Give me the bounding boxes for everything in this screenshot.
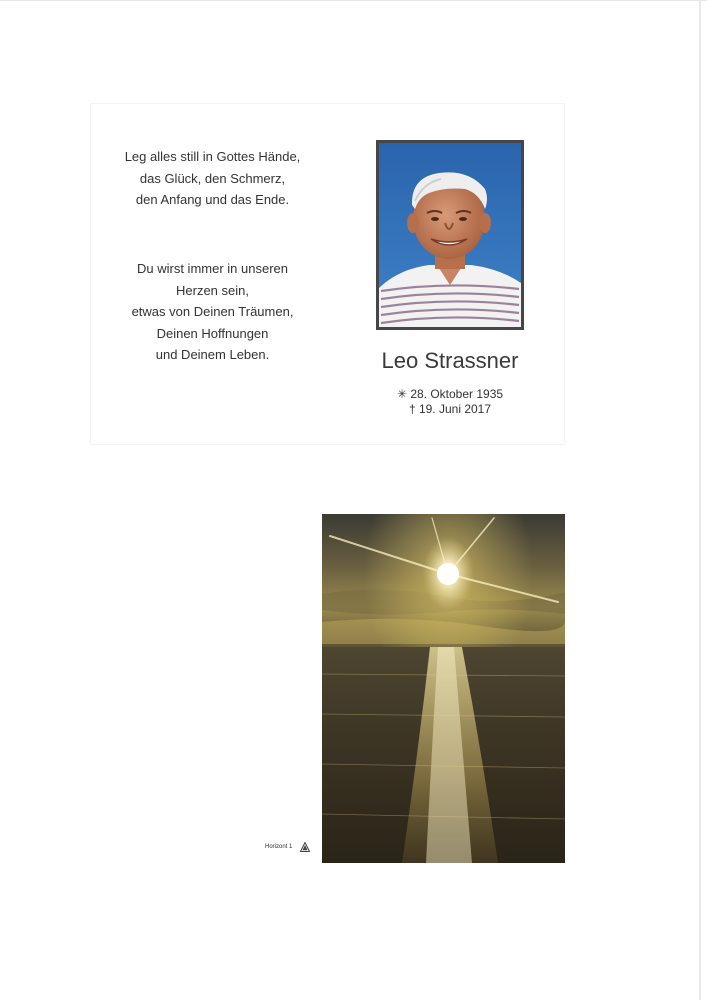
verse-line: das Glück, den Schmerz, [139, 170, 286, 186]
sunset-over-sea-image [322, 514, 565, 863]
portrait-photo [376, 140, 524, 330]
scan-edge [0, 0, 707, 1]
verse-first-stanza [100, 146, 325, 211]
verse-line: und Deinem Leben. [155, 347, 270, 362]
portrait-image [379, 143, 521, 327]
triangle-logo-icon [300, 842, 310, 852]
death-date: † 19. Juni 2017 [408, 402, 492, 416]
deceased-name: Leo Strassner [381, 348, 519, 373]
verse-line: etwas von Deinen Träumen, [131, 304, 294, 319]
publisher-mark [265, 838, 315, 850]
life-dates [380, 387, 520, 417]
verse-line: Deinen Hoffnungen [156, 325, 269, 341]
sunset-image [322, 514, 565, 863]
birth-date: ✳ 28. Oktober 1935 [396, 387, 504, 401]
verse-line: Du wirst immer in unseren [137, 261, 288, 276]
verse-second-stanza [100, 258, 325, 366]
verse-line: Leg alles still in Gottes Hände, [124, 149, 301, 164]
verse-line: Herzen sein, [176, 282, 249, 298]
publisher-label: Horizont 1 [265, 843, 293, 850]
verse-line: den Anfang und das Ende. [135, 192, 290, 207]
scan-edge [699, 0, 701, 1000]
